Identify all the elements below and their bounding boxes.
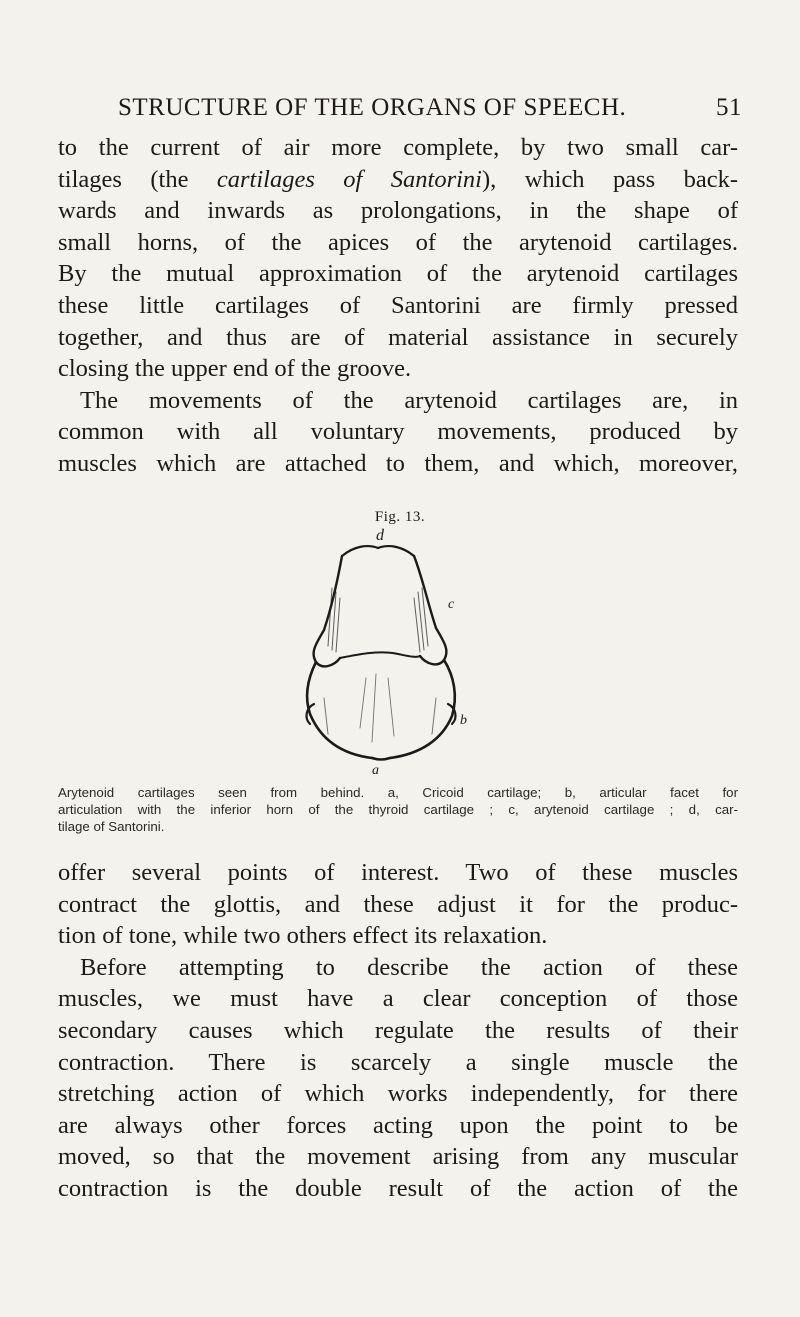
shading-cricoid	[324, 698, 436, 734]
text-line: are always other forces acting upon the point to be	[58, 1111, 738, 1139]
italic-term: cartilages of Santorini	[216, 165, 482, 193]
text-line: common with all voluntary movements, produced by	[58, 418, 738, 446]
letter-c: c	[448, 597, 455, 612]
text-line: secondary causes which regulate the results of their	[58, 1016, 738, 1044]
figure-label: Fig. 13.	[374, 509, 426, 525]
text-line: these little cartilages of Santorini are firmly pressed	[58, 291, 738, 319]
letter-a: a	[372, 763, 379, 778]
letter-b: b	[460, 713, 467, 728]
text-line: small horns, of the apices of the arytenoid cartilages.	[58, 228, 738, 256]
text-line: contraction is the double result of the action of the	[58, 1174, 738, 1202]
text-line-with-italic: tilages (the cartilages of Santorini), which pass back-	[58, 165, 739, 193]
page-number: 51	[716, 94, 742, 121]
text-line: The movements of the arytenoid cartilages are, in	[80, 386, 738, 414]
text-line: closing the upper end of the groove.	[58, 355, 412, 383]
figure-caption	[58, 784, 738, 835]
text-line: By the mutual approximation of the arytenoid cartilages	[58, 260, 738, 288]
running-head-title: STRUCTURE OF THE ORGANS OF SPEECH.	[118, 94, 627, 121]
caption-line: articulation with the inferior horn of the thyroid cartilage ; c, arytenoid cartilage ; d, car-	[58, 802, 738, 817]
text-line: moved, so that the movement arising from any muscular	[58, 1143, 738, 1171]
letter-d: d	[376, 528, 384, 544]
left-santorini-horn	[342, 546, 378, 556]
arytenoid-cartilage-figure	[280, 528, 500, 778]
caption-line: Arytenoid cartilages seen from behind. a, Cricoid cartilage; b, articular facet for	[58, 785, 738, 800]
text-line: muscles which are attached to them, and which, moreover,	[58, 449, 738, 477]
text-line: together, and thus are of material assistance in securely	[58, 323, 738, 351]
right-santorini-horn	[378, 546, 414, 556]
text-line: Before attempting to describe the action of these	[80, 953, 738, 981]
text-line: contract the glottis, and these adjust it for the produc-	[58, 890, 738, 918]
shading-center	[360, 674, 394, 742]
text-line: contraction. There is scarcely a single muscle the	[58, 1048, 738, 1076]
text-line: stretching action of which works independently, for there	[58, 1080, 738, 1108]
cricoid-right	[390, 660, 455, 758]
caption-line: tilage of Santorini.	[58, 819, 165, 834]
text-line: offer several points of interest. Two of these muscles	[58, 859, 738, 886]
left-arytenoid-outline	[314, 556, 342, 666]
text-line: muscles, we must have a clear conception of those	[58, 985, 738, 1013]
text-line: wards and inwards as prolongations, in the shape of	[58, 197, 738, 225]
text-block-bottom	[58, 857, 738, 1205]
groove-line	[340, 652, 420, 658]
text-block-top	[58, 132, 738, 480]
text-line: to the current of air more complete, by two small car-	[58, 134, 738, 161]
right-arytenoid-outline	[414, 556, 446, 664]
text-line: tion of tone, while two others effect its relaxation.	[58, 922, 548, 950]
cricoid-base	[372, 758, 390, 760]
